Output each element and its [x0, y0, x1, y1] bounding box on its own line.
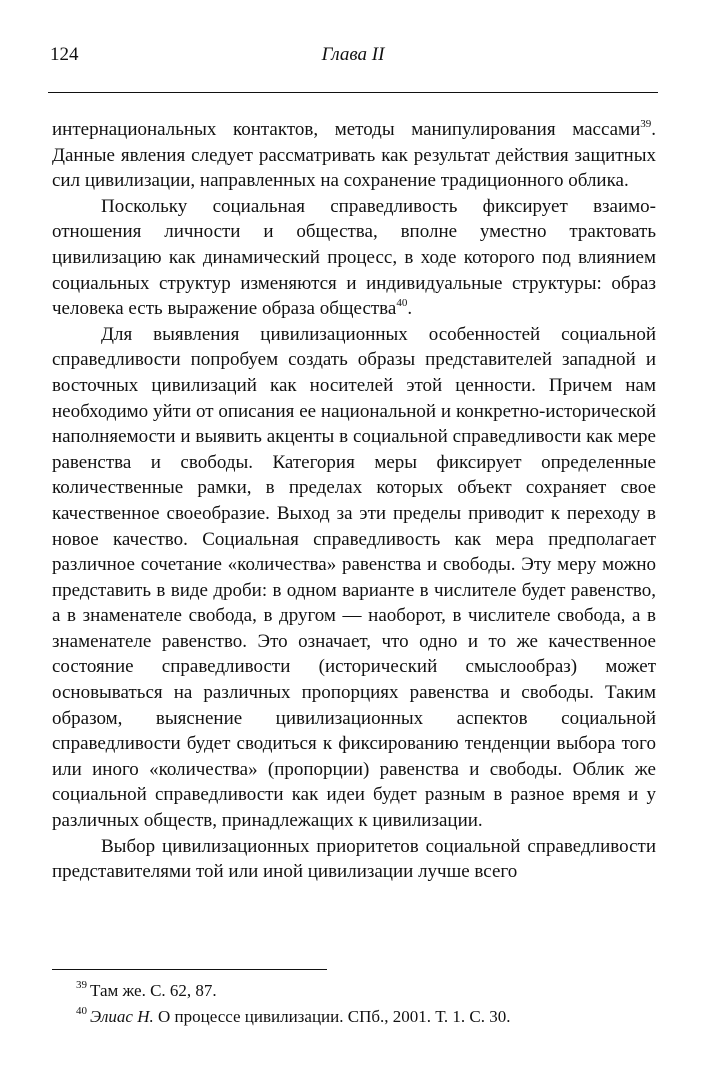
footnote-40-author: Элиас Н.	[90, 1007, 154, 1026]
header-rule	[48, 92, 658, 93]
body-text	[52, 117, 656, 885]
paragraph-3: Для выявления цивилизационных особенностей социальной справедливости попробуем создать образы представителей западной и восточных цивилизаций как носителей этой ценности. Причем нам необходимо уйти от описания ее национальной и конкретно-исторической наполняемости и выявить акценты в социальной справедливости как мере равенства и свободы. Категория меры фиксирует определенные количественные рамки, в пределах которых объект сохраняет свое качественное своеобразие. Выход за эти пределы приводит к переходу в новое качество. Социальная справедливость как мера предполагает различное сочетание «количества» равенства и свободы. Эту меру можно представить в виде дроби: в одном варианте в числителе будет равенство, а в знаменателе свобода, в другом — наоборот, в числителе свобода, а в знаменателе равенство. Это означает, что одно и то же качественное состояние справедливости (исторический смыслообраз) может основываться на различных пропорциях равенства и свободы. Таким образом, выяснение цивилизационных аспектов социальной справедливости будет сводиться к фиксированию тенденции выбора того или иного «количества» (пропорции) равенства и свободы. Облик же социальной справедливости как идеи будет разным в разное время и у различных обществ, принадлежащих к цивилизации.	[52, 323, 656, 832]
page-header	[48, 42, 658, 72]
paragraph-1-text-end: . Данные явления следует рассматривать как результат действия защитных сил цивилизации, направленных на сохранение традиционного облика.	[52, 119, 656, 192]
footnote-rule	[52, 969, 327, 970]
paragraph-1	[52, 117, 656, 194]
page-number: 124	[50, 44, 79, 65]
paragraph-2-text-end: .	[407, 298, 413, 320]
footnote-40	[76, 1004, 656, 1030]
footnote-39	[76, 978, 656, 1004]
footnote-ref-39[interactable]: 39	[640, 117, 652, 130]
paragraph-2	[52, 194, 656, 322]
footnotes	[76, 978, 656, 1030]
footnote-ref-40[interactable]: 40	[396, 296, 408, 309]
paragraph-1-text: интернациональных контактов, методы манипулирования массами	[52, 119, 641, 140]
footnote-number-40: 40	[76, 1005, 87, 1018]
chapter-running-head: Глава II	[321, 44, 385, 65]
paragraph-4: Выбор цивилизационных приоритетов социальной справедливости представителями той или иной цивилизации лучше всего	[52, 835, 656, 883]
footnote-number-39: 39	[76, 979, 87, 992]
paragraph-2-text: Поскольку социальная справедливость фиксирует взаимоотношения личности и общества, вполне уместно трактовать цивилизацию как динамический процесс, в ходе которого под влиянием социальных структур изменяются и индивидуальные структуры: образ человека есть выражение образа общества	[52, 195, 656, 320]
footnote-40-text: О процессе цивилизации. СПб., 2001. Т. 1. С. 30.	[153, 1007, 511, 1026]
footnote-39-text: Там же. С. 62, 87.	[90, 981, 217, 1000]
